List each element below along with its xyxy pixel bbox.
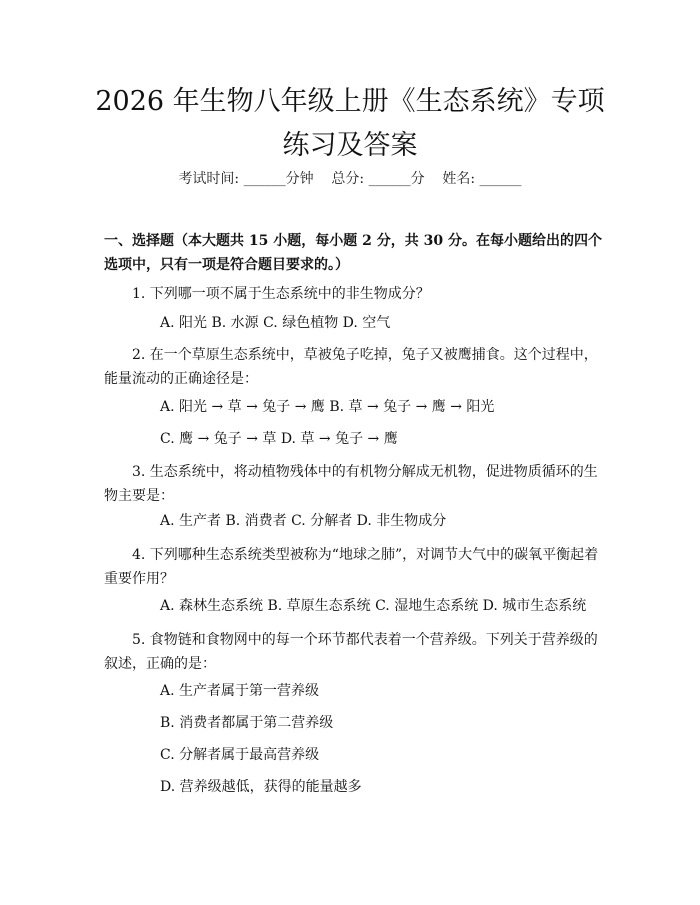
question-1-options: A. 阳光 B. 水源 C. 绿色植物 D. 空气 xyxy=(160,315,391,331)
question-5-option-d: D. 营养级越低，获得的能量越多 xyxy=(160,779,362,795)
question-2-options-line-2: C. 鹰 → 兔子 → 草 D. 草 → 兔子 → 鹰 xyxy=(160,431,398,447)
exam-meta-line: 考试时间: ______分钟 总分: ______分 姓名: ______ xyxy=(178,171,522,187)
question-3-options: A. 生产者 B. 消费者 C. 分解者 D. 非生物成分 xyxy=(160,513,447,529)
question-2: 2. 在一个草原生态系统中，草被兔子吃掉，兔子又被鹰捕食。这个过程中，能量流动的正确途径是： xyxy=(104,347,598,387)
question-1: 1. 下列哪一项不属于生态系统中的非生物成分？ xyxy=(132,286,430,302)
question-3: 3. 生态系统中，将动植物残体中的有机物分解成无机物，促进物质循环的生物主要是： xyxy=(104,464,598,504)
question-5-option-a: A. 生产者属于第一营养级 xyxy=(160,683,320,699)
question-2-options-line-1: A. 阳光 → 草 → 兔子 → 鹰 B. 草 → 兔子 → 鹰 → 阳光 xyxy=(160,399,495,415)
page-title: 2026 年生物八年级上册《生态系统》专项练习及答案 xyxy=(95,86,605,161)
question-5-option-c: C. 分解者属于最高营养级 xyxy=(160,747,320,763)
question-5: 5. 食物链和食物网中的每一个环节都代表着一个营养级。下列关于营养级的叙述，正确的是： xyxy=(104,632,598,672)
question-5-option-b: B. 消费者都属于第二营养级 xyxy=(160,715,334,731)
question-4-options: A. 森林生态系统 B. 草原生态系统 C. 湿地生态系统 D. 城市生态系统 xyxy=(160,598,587,614)
question-4: 4. 下列哪种生态系统类型被称为“地球之肺”，对调节大气中的碳氧平衡起着重要作用？ xyxy=(104,547,599,587)
section-heading: 一、选择题（本大题共 15 小题，每小题 2 分，共 30 分。在每小题给出的四个选项中，只有一项是符合题目要求的。） xyxy=(104,233,602,273)
